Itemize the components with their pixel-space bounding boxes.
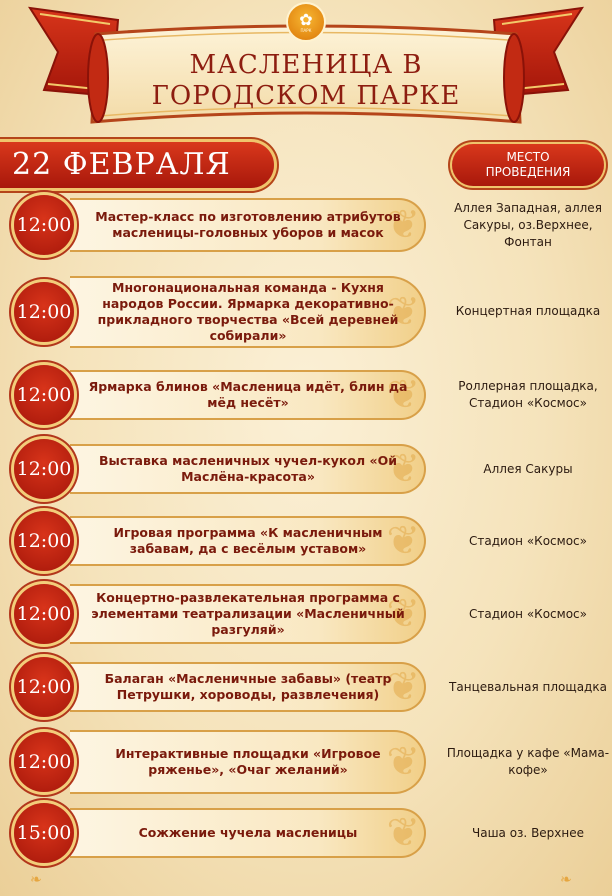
event-row (0, 190, 612, 260)
flourish-icon: ❦ (386, 591, 420, 637)
page-title (150, 50, 462, 112)
flourish-icon: ❦ (386, 739, 420, 785)
title-line-1: МАСЛЕНИЦА В (189, 50, 423, 80)
flourish-icon: ❦ (386, 518, 420, 564)
flourish-icon: ❦ (386, 289, 420, 335)
event-row (0, 800, 612, 866)
date-label: 22 ФЕВРАЛЯ (12, 147, 231, 182)
event-place: Концертная площадка (455, 303, 601, 318)
flourish-icon: ❦ (386, 446, 420, 492)
park-logo (286, 2, 326, 42)
place-column-header: МЕСТО ПРОВЕДЕНИЯ (452, 144, 604, 186)
event-description: Мастер-класс по изготовлению атрибутов масленицы-головных уборов и масок (95, 209, 401, 240)
event-row (0, 654, 612, 720)
date-badge (0, 142, 274, 188)
event-row (0, 724, 612, 800)
time-badge: 12:00 (14, 732, 74, 792)
header-banner (0, 0, 612, 140)
event-description: Игровая программа «К масленичным забавам, да с весёлым уставом» (113, 525, 383, 556)
event-bar (70, 808, 426, 858)
event-row (0, 508, 612, 574)
event-bar (70, 276, 426, 348)
event-bar (70, 516, 426, 566)
event-bar (70, 730, 426, 794)
time-badge: 12:00 (14, 657, 74, 717)
logo-caption: ПАРК (300, 27, 312, 33)
event-place: Площадка у кафе «Мама-кофе» (446, 746, 610, 777)
event-row (0, 436, 612, 502)
event-bar (70, 584, 426, 644)
event-place: Стадион «Космос» (469, 606, 587, 621)
flourish-icon: ❦ (386, 810, 420, 856)
event-description: Многонациональная команда - Кухня народов России. Ярмарка декоративно-прикладного творчества «Всей деревней собирали» (97, 280, 399, 343)
event-row (0, 268, 612, 354)
time-badge: 12:00 (14, 282, 74, 342)
event-description: Ярмарка блинов «Масленица идёт, блин да мёд несёт» (88, 379, 408, 410)
time-badge: 12:00 (14, 439, 74, 499)
flourish-icon: ❦ (386, 664, 420, 710)
event-place: Аллея Сакуры (483, 461, 573, 476)
event-description: Балаган «Масленичные забавы» (театр Петрушки, хороводы, развлечения) (104, 671, 392, 702)
time-badge: 15:00 (14, 803, 74, 863)
time-badge: 12:00 (14, 195, 74, 255)
time-badge: 12:00 (14, 584, 74, 644)
leaf-icon: ❧ (30, 872, 42, 888)
time-badge: 12:00 (14, 365, 74, 425)
event-bar (70, 444, 426, 494)
flourish-icon: ❦ (386, 202, 420, 248)
event-place: Танцевальная площадка (449, 679, 607, 694)
event-place: Стадион «Космос» (469, 533, 587, 548)
event-description: Интерактивные площадки «Игровое ряженье», «Очаг желаний» (115, 746, 381, 777)
event-place: Роллерная площадка, Стадион «Космос» (458, 379, 598, 410)
event-row (0, 578, 612, 650)
event-description: Сожжение чучела масленицы (138, 825, 358, 840)
title-line-2: ГОРОДСКОМ ПАРКЕ (151, 81, 461, 111)
event-bar (70, 370, 426, 420)
event-bar (70, 662, 426, 712)
flower-icon: ✿ (299, 9, 313, 29)
leaf-icon: ❧ (560, 872, 572, 888)
event-place: Аллея Западная, аллея Сакуры, оз.Верхнее, Фонтан (454, 200, 602, 249)
event-place: Чаша оз. Верхнее (471, 825, 585, 840)
time-badge: 12:00 (14, 511, 74, 571)
event-row (0, 362, 612, 428)
event-description: Выставка масленичных чучел-кукол «Ой Маслёна-красота» (99, 453, 397, 484)
event-description: Концертно-развлекательная программа с элементами театрализации «Масленичный разгуляй» (91, 590, 405, 637)
event-bar (70, 198, 426, 252)
flourish-icon: ❦ (386, 372, 420, 418)
